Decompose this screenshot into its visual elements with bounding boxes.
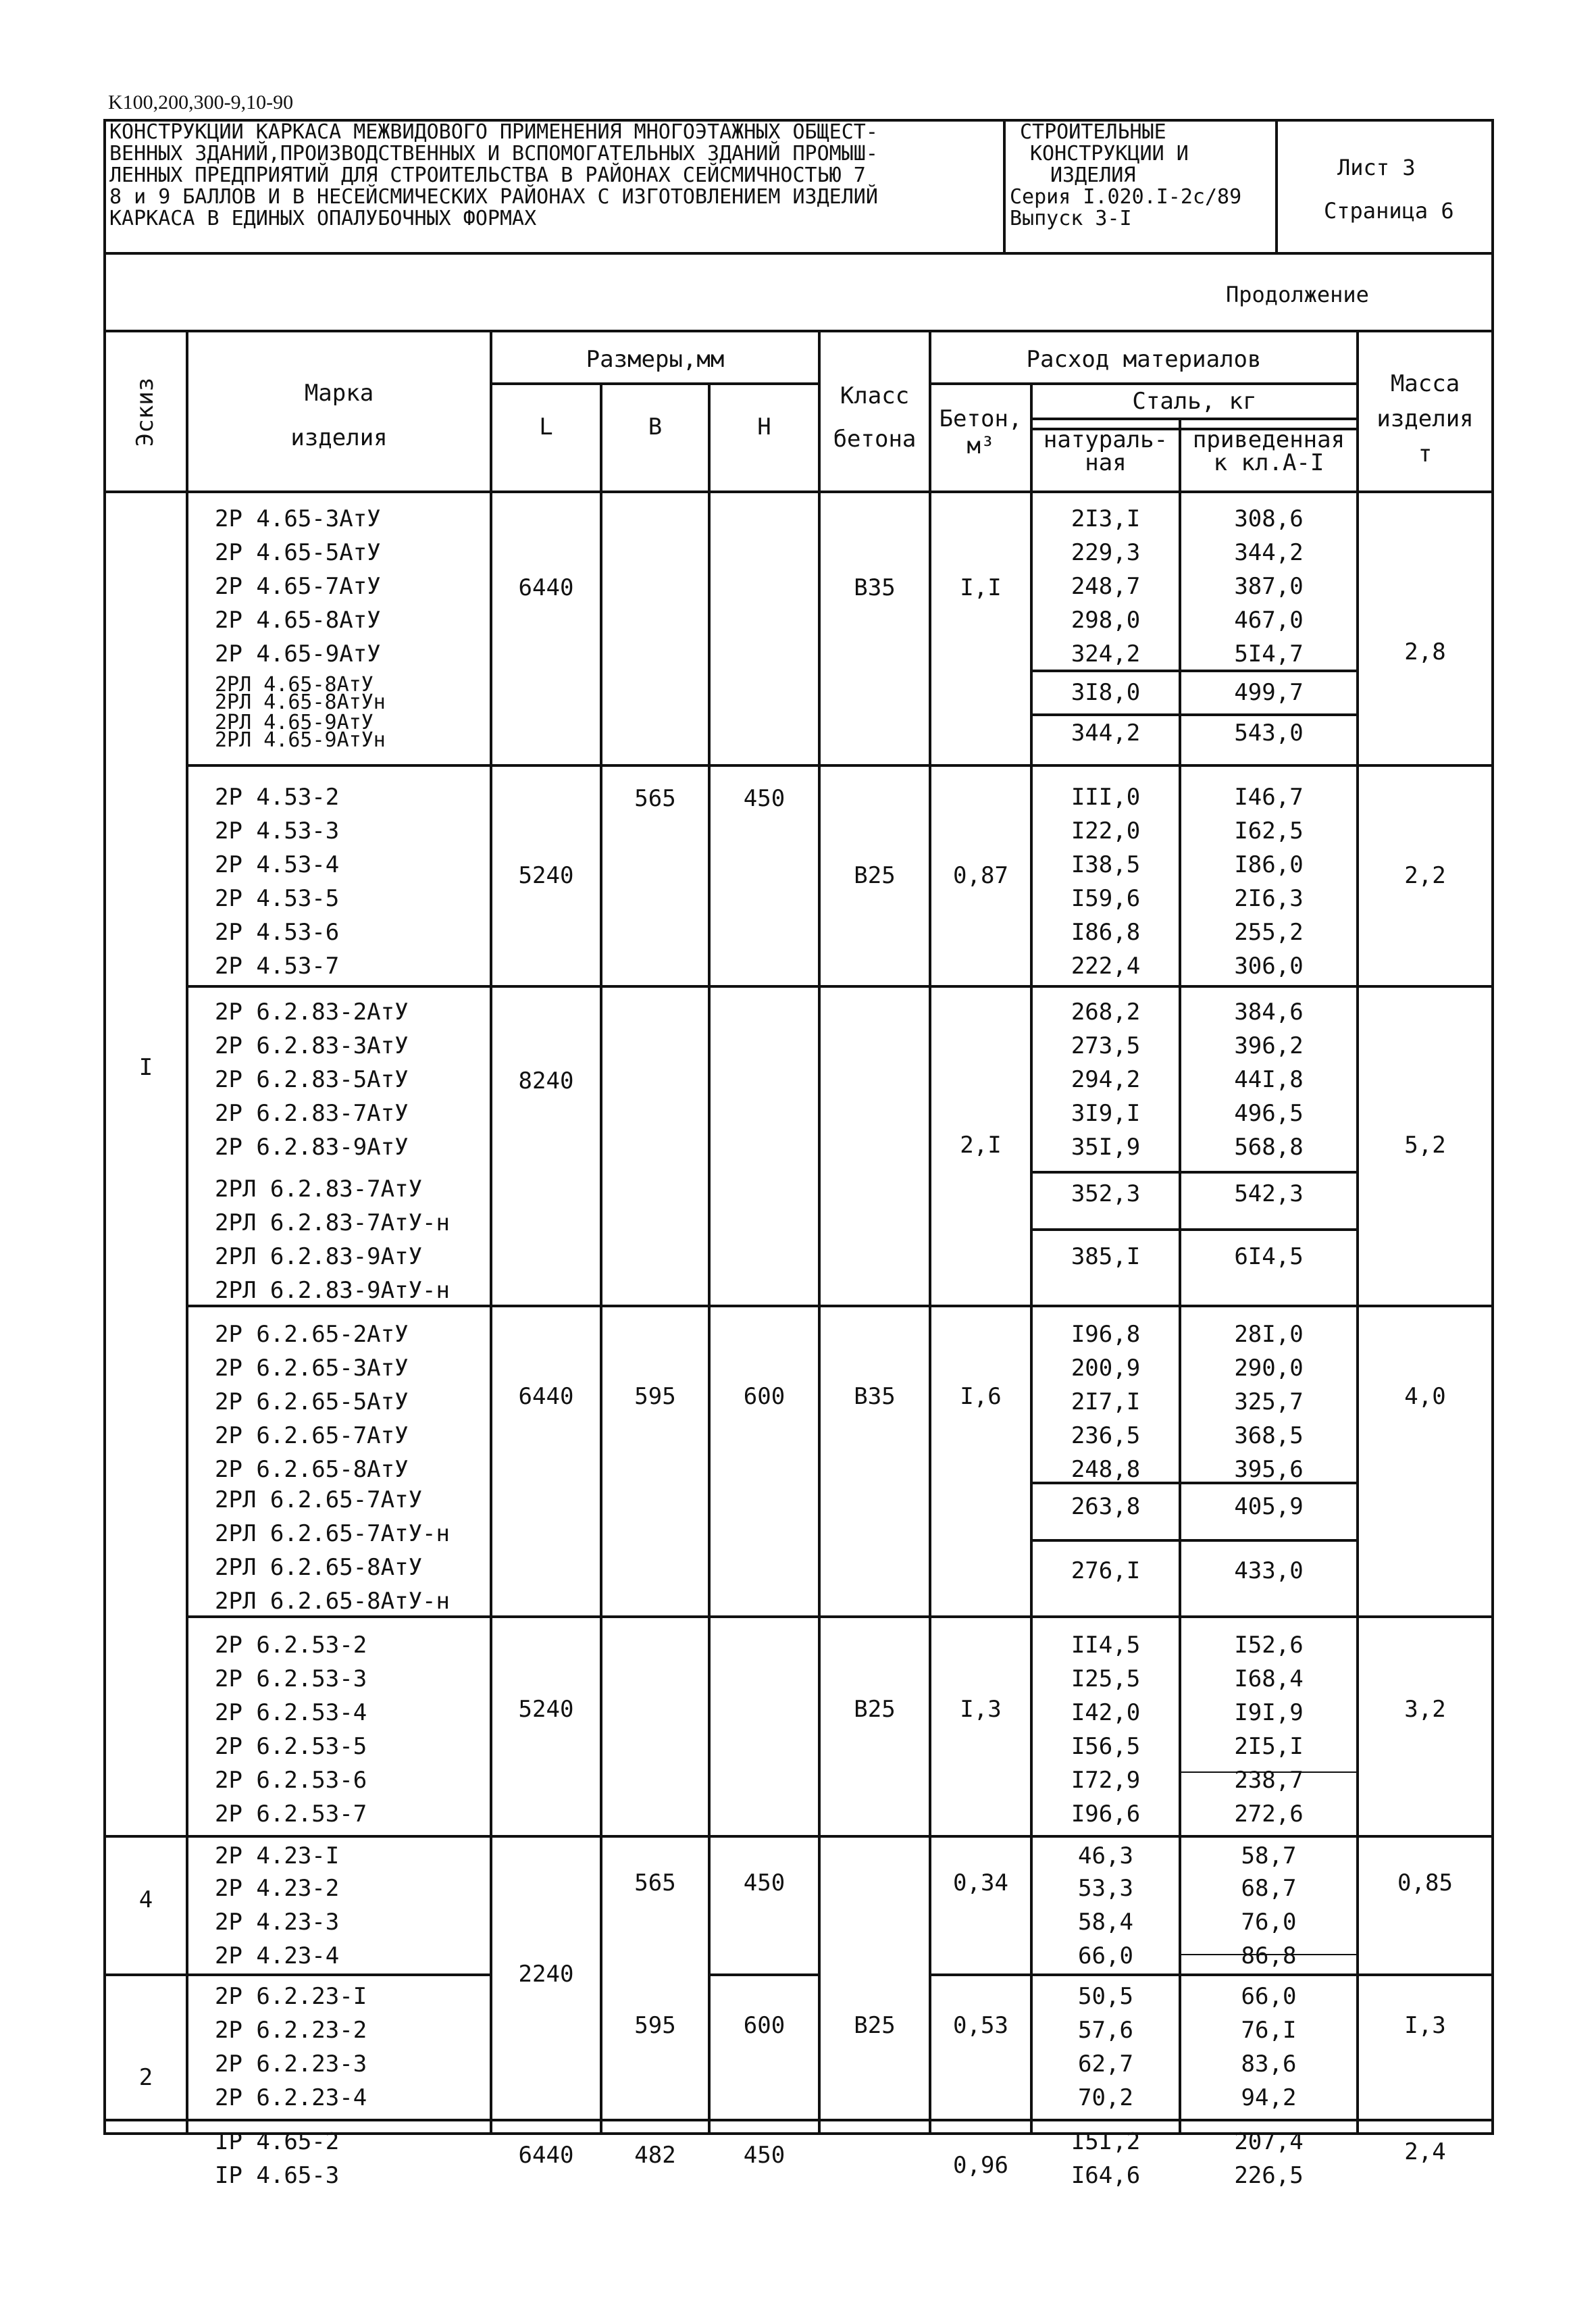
steel-natural-cell: 324,2 (1071, 640, 1141, 668)
steel-reduced-cell: 6I4,5 (1234, 1243, 1304, 1270)
item-mark: 2Р 6.2.23-4 (215, 2084, 367, 2111)
section-line: КОНСТРУКЦИИ И (1030, 142, 1189, 166)
mass-cell: 0,85 (1397, 1869, 1453, 1896)
header-mark-2: изделия (290, 424, 388, 451)
steel-reduced-cell: 542,3 (1234, 1180, 1304, 1207)
steel-reduced-cell: I46,7 (1234, 784, 1304, 811)
steel-natural-cell: 53,3 (1078, 1875, 1133, 1902)
item-mark: 2Р 6.2.65-7АтУ (215, 1422, 409, 1449)
steel-reduced-cell: 58,7 (1241, 1842, 1297, 1869)
item-mark: 2Р 4.53-2 (215, 784, 340, 811)
concrete-cell: 2,I (960, 1132, 1002, 1159)
steel-reduced-cell: 28I,0 (1234, 1321, 1304, 1348)
steel-reduced-cell: I9I,9 (1234, 1699, 1304, 1726)
header-natural: натураль- (1043, 426, 1168, 453)
steel-natural-cell: I86,8 (1071, 919, 1141, 946)
item-mark: 2Р 6.2.23-3 (215, 2051, 367, 2078)
steel-natural-cell: 62,7 (1078, 2051, 1133, 2078)
steel-natural-cell: 58,4 (1078, 1909, 1133, 1936)
mass-cell: 5,2 (1404, 1132, 1446, 1159)
item-mark: 2РЛ 4.65-8АтУн (215, 690, 386, 714)
item-mark: 2Р 4.53-5 (215, 885, 340, 912)
steel-reduced-cell: 290,0 (1234, 1355, 1304, 1382)
width-cell: 565 (634, 1869, 676, 1896)
steel-natural-cell: I38,5 (1071, 851, 1141, 878)
item-mark: 2Р 6.2.83-9АтУ (215, 1134, 409, 1161)
header-steel: Сталь, кг (1132, 388, 1257, 415)
steel-reduced-cell: 66,0 (1241, 1983, 1297, 2010)
steel-reduced-cell: I62,5 (1234, 818, 1304, 845)
steel-reduced-cell: I86,0 (1234, 851, 1304, 878)
width-cell: 595 (634, 2012, 676, 2039)
steel-reduced-cell: 272,6 (1234, 1801, 1304, 1828)
sheet-number: Лист 3 (1337, 155, 1416, 180)
steel-natural-cell: 298,0 (1071, 607, 1141, 634)
item-mark: 2Р 4.65-9АтУ (215, 640, 381, 668)
item-mark: 2РЛ 4.65-9АтУ (215, 711, 374, 734)
item-mark: 2РЛ 6.2.65-8АтУ-н (215, 1588, 450, 1615)
title-line: ЛЕННЫХ ПРЕДПРИЯТИЙ ДЛЯ СТРОИТЕЛЬСТВА В РАЙОНАХ СЕЙСМИЧНОСТЬЮ 7 (109, 164, 866, 187)
item-mark: 2Р 6.2.53-6 (215, 1767, 367, 1794)
width-cell: 482 (634, 2142, 676, 2169)
steel-reduced-cell: I68,4 (1234, 1665, 1304, 1692)
item-mark: 2Р 4.53-6 (215, 919, 340, 946)
height-cell: 450 (743, 1869, 786, 1896)
steel-natural-cell: I42,0 (1071, 1699, 1141, 1726)
title-line: КАРКАСА В ЕДИНЫХ ОПАЛУБОЧНЫХ ФОРМАХ (109, 207, 537, 230)
steel-natural-cell: 70,2 (1078, 2084, 1133, 2111)
header-reduced: приведенная (1192, 426, 1345, 453)
section-line: Выпуск 3-I (1010, 207, 1132, 230)
page-number: Страница 6 (1324, 198, 1454, 224)
width-cell: 565 (634, 785, 676, 812)
concrete-cell: I,6 (960, 1383, 1002, 1410)
concrete-cell: 0,53 (953, 2012, 1008, 2039)
sketch-number: I (138, 1054, 153, 1081)
class-cell: B25 (854, 2012, 896, 2039)
item-mark: 2Р 6.2.83-3АтУ (215, 1032, 409, 1059)
class-cell: B35 (854, 1383, 896, 1410)
item-mark: 2Р 6.2.23-I (215, 1983, 367, 2010)
item-mark: 2РЛ 6.2.65-8АтУ (215, 1554, 423, 1581)
steel-natural-cell: 248,8 (1071, 1456, 1141, 1483)
concrete-cell: 0,96 (953, 2152, 1008, 2179)
title-line: КОНСТРУКЦИИ КАРКАСА МЕЖВИДОВОГО ПРИМЕНЕНИЯ МНОГОЭТАЖНЫХ ОБЩЕСТ- (109, 120, 878, 144)
steel-reduced-cell: 387,0 (1234, 573, 1304, 600)
steel-natural-cell: 236,5 (1071, 1422, 1141, 1449)
steel-reduced-cell: 238,7 (1234, 1767, 1304, 1794)
item-mark: 2Р 4.53-4 (215, 851, 340, 878)
steel-natural-cell: I64,6 (1071, 2162, 1141, 2189)
steel-reduced-cell: 76,0 (1241, 1909, 1297, 1936)
item-mark: 2Р 6.2.23-2 (215, 2017, 367, 2044)
class-cell: B35 (854, 574, 896, 601)
steel-natural-cell: 200,9 (1071, 1355, 1141, 1382)
concrete-cell: 0,34 (953, 1869, 1008, 1896)
mass-cell: 2,8 (1404, 638, 1446, 665)
item-mark: 2Р 6.2.53-2 (215, 1632, 367, 1659)
steel-reduced-cell: 368,5 (1234, 1422, 1304, 1449)
steel-natural-cell: 57,6 (1078, 2017, 1133, 2044)
steel-natural-cell: 294,2 (1071, 1066, 1141, 1093)
steel-reduced-cell: I52,6 (1234, 1632, 1304, 1659)
mass-cell: 4,0 (1404, 1383, 1446, 1410)
header-class-2: бетона (833, 426, 917, 453)
steel-natural-cell: 2I7,I (1071, 1388, 1141, 1415)
steel-natural-cell: 248,7 (1071, 573, 1141, 600)
steel-natural-cell: 3I9,I (1071, 1100, 1141, 1127)
header-h: H (757, 413, 771, 441)
item-mark: 2РЛ 6.2.83-7АтУ-н (215, 1209, 450, 1236)
steel-natural-cell: I96,6 (1071, 1801, 1141, 1828)
header-reduced-2: к кл.А-I (1213, 449, 1324, 476)
steel-reduced-cell: 395,6 (1234, 1456, 1304, 1483)
length-cell: 5240 (518, 862, 574, 889)
header-mass: Масса (1390, 370, 1460, 397)
item-mark: 2Р 4.23-3 (215, 1909, 340, 1936)
header-class: Класс (840, 382, 910, 409)
class-cell: B25 (854, 1696, 896, 1723)
mass-cell: I,3 (1404, 2012, 1446, 2039)
steel-natural-cell: 35I,9 (1071, 1134, 1141, 1161)
steel-reduced-cell: 2I6,3 (1234, 885, 1304, 912)
steel-natural-cell: I22,0 (1071, 818, 1141, 845)
item-mark: 2Р 6.2.83-2АтУ (215, 999, 409, 1026)
steel-natural-cell: 222,4 (1071, 953, 1141, 980)
steel-natural-cell: 50,5 (1078, 1983, 1133, 2010)
class-cell: B25 (854, 862, 896, 889)
steel-natural-cell: 385,I (1071, 1243, 1141, 1270)
section-line: ИЗДЕЛИЯ (1050, 164, 1136, 187)
steel-reduced-cell: 568,8 (1234, 1134, 1304, 1161)
item-mark: IР 4.65-3 (215, 2162, 340, 2189)
item-mark: 2Р 6.2.65-3АтУ (215, 1355, 409, 1382)
steel-natural-cell: 263,8 (1071, 1493, 1141, 1520)
steel-reduced-cell: 396,2 (1234, 1032, 1304, 1059)
item-mark: 2РЛ 6.2.65-7АтУ (215, 1486, 423, 1513)
width-cell: 595 (634, 1383, 676, 1410)
header-mass-2: изделия (1376, 405, 1474, 432)
steel-reduced-cell: 86,8 (1241, 1942, 1297, 1969)
steel-natural-cell: III,0 (1071, 784, 1141, 811)
sketch-number: 4 (138, 1886, 153, 1913)
header-mark: Марка (304, 380, 374, 407)
item-mark: 2Р 6.2.65-5АтУ (215, 1388, 409, 1415)
length-cell: 6440 (518, 574, 574, 601)
item-mark: 2Р 6.2.83-5АтУ (215, 1066, 409, 1093)
steel-natural-cell: 46,3 (1078, 1842, 1133, 1869)
steel-reduced-cell: 76,I (1241, 2017, 1297, 2044)
steel-natural-cell: 273,5 (1071, 1032, 1141, 1059)
steel-reduced-cell: 306,0 (1234, 953, 1304, 980)
steel-natural-cell: 268,2 (1071, 999, 1141, 1026)
steel-reduced-cell: 207,4 (1234, 2128, 1304, 2155)
item-mark: 2Р 6.2.53-7 (215, 1801, 367, 1828)
length-cell: 6440 (518, 1383, 574, 1410)
steel-natural-cell: I96,8 (1071, 1321, 1141, 1348)
steel-reduced-cell: 496,5 (1234, 1100, 1304, 1127)
title-line: ВЕННЫХ ЗДАНИЙ,ПРОИЗВОДСТВЕННЫХ И ВСПОМОГАТЕЛЬНЫХ ЗДАНИЙ ПРОМЫШ- (109, 142, 878, 166)
steel-reduced-cell: 226,5 (1234, 2162, 1304, 2189)
steel-reduced-cell: 83,6 (1241, 2051, 1297, 2078)
steel-reduced-cell: 384,6 (1234, 999, 1304, 1026)
continuation-label: Продолжение (1226, 282, 1369, 307)
steel-reduced-cell: 308,6 (1234, 505, 1304, 532)
concrete-cell: I,I (960, 574, 1002, 601)
section-line: СТРОИТЕЛЬНЫЕ (1020, 120, 1166, 144)
mass-cell: 2,2 (1404, 862, 1446, 889)
length-cell: 8240 (518, 1067, 574, 1095)
item-mark: 2РЛ 6.2.83-9АтУ (215, 1243, 423, 1270)
header-sketch: Эскиз (132, 377, 159, 447)
item-mark: 2РЛ 4.65-8АтУ (215, 673, 374, 697)
item-mark: 2Р 6.2.53-3 (215, 1665, 367, 1692)
item-mark: 2РЛ 6.2.83-9АтУ-н (215, 1277, 450, 1304)
steel-natural-cell: I25,5 (1071, 1665, 1141, 1692)
height-cell: 450 (743, 2142, 786, 2169)
header-natural-2: ная (1085, 449, 1127, 476)
item-mark: 2Р 4.23-4 (215, 1942, 340, 1969)
header-consumption: Расход материалов (1026, 346, 1262, 373)
length-cell: 2240 (518, 1961, 574, 1988)
steel-natural-cell: II4,5 (1071, 1632, 1141, 1659)
steel-reduced-cell: 255,2 (1234, 919, 1304, 946)
item-mark: 2Р 4.65-5АтУ (215, 539, 381, 566)
item-mark: 2РЛ 6.2.65-7АтУ-н (215, 1520, 450, 1547)
item-mark: 2Р 6.2.53-5 (215, 1733, 367, 1760)
steel-reduced-cell: 68,7 (1241, 1875, 1297, 1902)
steel-reduced-cell: 499,7 (1234, 679, 1304, 706)
mass-cell: 3,2 (1404, 1696, 1446, 1723)
item-mark: 2Р 4.65-3АтУ (215, 505, 381, 532)
item-mark: 2РЛ 4.65-9АтУн (215, 728, 386, 752)
steel-natural-cell: 344,2 (1071, 720, 1141, 747)
steel-reduced-cell: 2I5,I (1234, 1733, 1304, 1760)
steel-natural-cell: 352,3 (1071, 1180, 1141, 1207)
header-mass-unit: т (1418, 441, 1433, 468)
sketch-number: 2 (138, 2064, 153, 2091)
item-mark: 2Р 4.23-2 (215, 1875, 340, 1902)
height-cell: 450 (743, 785, 786, 812)
steel-natural-cell: I72,9 (1071, 1767, 1141, 1794)
title-line: 8 и 9 БАЛЛОВ И В НЕСЕЙСМИЧЕСКИХ РАЙОНАХ С ИЗГОТОВЛЕНИЕМ ИЗДЕЛИЙ (109, 185, 878, 209)
document-code: K100,200,300-9,10-90 (108, 91, 294, 114)
item-mark: 2Р 4.23-I (215, 1842, 340, 1869)
steel-reduced-cell: 94,2 (1241, 2084, 1297, 2111)
steel-reduced-cell: 467,0 (1234, 607, 1304, 634)
item-mark: 2Р 4.65-7АтУ (215, 573, 381, 600)
header-concrete-unit: м³ (967, 432, 995, 459)
steel-reduced-cell: 433,0 (1234, 1557, 1304, 1584)
length-cell: 5240 (518, 1696, 574, 1723)
height-cell: 600 (743, 1383, 786, 1410)
concrete-cell: 0,87 (953, 862, 1008, 889)
item-mark: 2РЛ 6.2.83-7АтУ (215, 1176, 423, 1203)
header-sizes: Размеры,мм (586, 346, 725, 373)
concrete-cell: I,3 (960, 1696, 1002, 1723)
header-l: L (539, 413, 553, 441)
steel-natural-cell: 229,3 (1071, 539, 1141, 566)
section-line: Серия I.020.I-2с/89 (1010, 185, 1242, 209)
item-mark: 2Р 6.2.83-7АтУ (215, 1100, 409, 1127)
height-cell: 600 (743, 2012, 786, 2039)
steel-reduced-cell: 344,2 (1234, 539, 1304, 566)
length-cell: 6440 (518, 2142, 574, 2169)
item-mark: 2Р 6.2.53-4 (215, 1699, 367, 1726)
steel-natural-cell: I56,5 (1071, 1733, 1141, 1760)
steel-natural-cell: 3I8,0 (1071, 679, 1141, 706)
steel-reduced-cell: 405,9 (1234, 1493, 1304, 1520)
steel-natural-cell: I59,6 (1071, 885, 1141, 912)
steel-reduced-cell: 5I4,7 (1234, 640, 1304, 668)
steel-natural-cell: I5I,2 (1071, 2128, 1141, 2155)
item-mark: 2Р 4.53-3 (215, 818, 340, 845)
steel-reduced-cell: 543,0 (1234, 720, 1304, 747)
mass-cell: 2,4 (1404, 2138, 1446, 2165)
steel-reduced-cell: 44I,8 (1234, 1066, 1304, 1093)
header-b: B (648, 413, 663, 441)
header-concrete: Бетон, (939, 405, 1023, 432)
steel-natural-cell: 276,I (1071, 1557, 1141, 1584)
item-mark: 2Р 6.2.65-2АтУ (215, 1321, 409, 1348)
item-mark: IР 4.65-2 (215, 2128, 340, 2155)
steel-natural-cell: 2I3,I (1071, 505, 1141, 532)
steel-natural-cell: 66,0 (1078, 1942, 1133, 1969)
item-mark: 2Р 4.65-8АтУ (215, 607, 381, 634)
item-mark: 2Р 4.53-7 (215, 953, 340, 980)
item-mark: 2Р 6.2.65-8АтУ (215, 1456, 409, 1483)
steel-reduced-cell: 325,7 (1234, 1388, 1304, 1415)
